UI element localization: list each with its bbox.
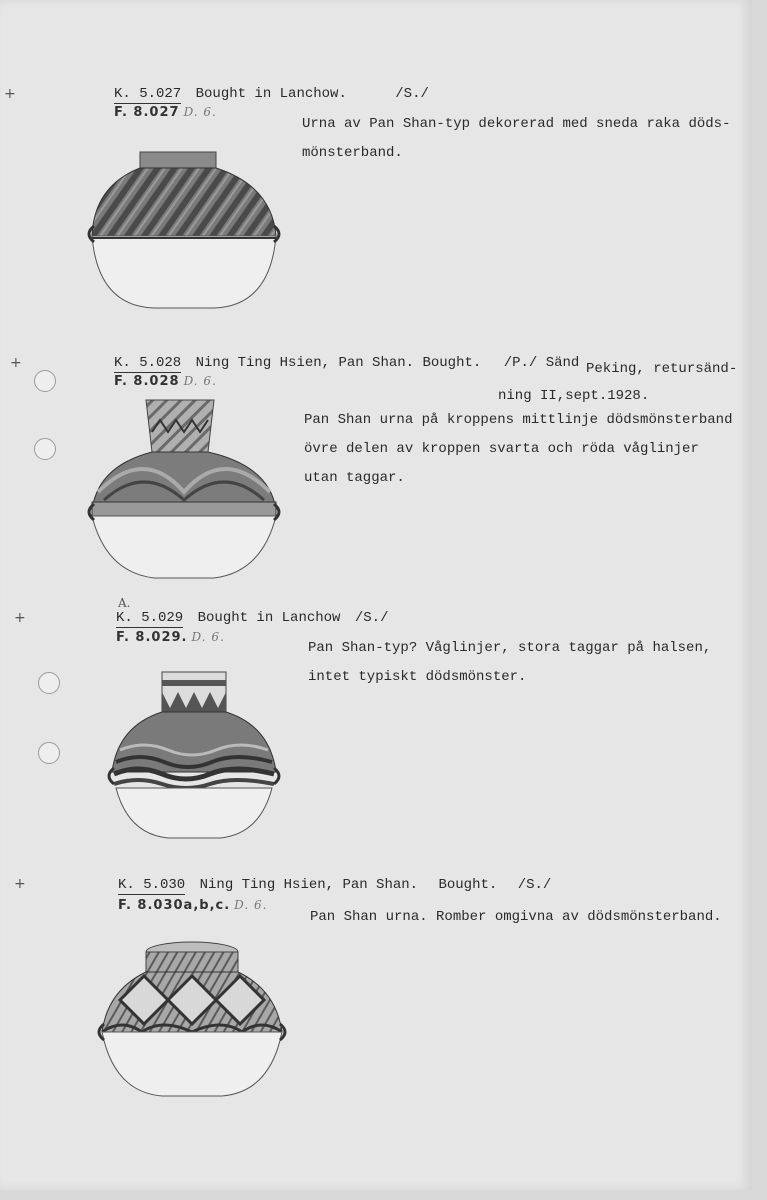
description-line: Urna av Pan Shan-typ dekorerad med sneda raka döds- xyxy=(302,116,731,132)
pen-note: D. 6. xyxy=(183,374,217,388)
punch-hole xyxy=(38,672,60,694)
description xyxy=(310,903,722,932)
collector-code: /S./ xyxy=(395,86,429,102)
pen-note: D. 6. xyxy=(191,630,225,644)
catalog-number-line xyxy=(118,877,551,893)
shipping-note-continued: ning II,sept.1928. xyxy=(498,388,650,404)
description-line: övre delen av kroppen svarta och röda våglinjer xyxy=(304,441,699,457)
description xyxy=(302,110,730,168)
pen-note: D. 6. xyxy=(234,898,268,912)
margin-cross: + xyxy=(4,86,16,102)
catalog-number: K. 5.030 xyxy=(118,877,186,893)
field-number xyxy=(114,374,217,389)
description xyxy=(304,406,732,493)
field-number xyxy=(116,630,225,645)
provenance: Ning Ting Hsien, Pan Shan. xyxy=(199,877,419,893)
margin-cross: + xyxy=(14,876,26,892)
field-number xyxy=(118,898,267,913)
catalog-number: K. 5.028 xyxy=(114,355,182,371)
field-number-text: F. 8.030a,b,c. xyxy=(118,898,231,913)
collector-code: /P./ Sänd xyxy=(503,355,580,371)
field-number-text: F. 8.029. xyxy=(116,630,188,645)
description xyxy=(308,634,711,692)
urn-drawing xyxy=(84,396,284,586)
punch-hole xyxy=(38,742,60,764)
description-line: Pan Shan-typ? Våglinjer, stora taggar på halsen, xyxy=(308,640,712,656)
collector-code: /S./ xyxy=(517,877,552,893)
margin-cross: + xyxy=(10,355,22,371)
provenance: Bought in Lanchow. xyxy=(195,86,347,102)
margin-cross: + xyxy=(14,610,26,626)
urn-drawing xyxy=(92,938,292,1103)
provenance: Ning Ting Hsien, Pan Shan. Bought. xyxy=(195,355,482,371)
field-number-text: F. 8.028 xyxy=(114,374,180,389)
urn-drawing xyxy=(84,146,284,316)
catalog-number-line xyxy=(114,355,579,371)
description-line: mönsterband. xyxy=(302,145,403,161)
description-line: intet typiskt dödsmönster. xyxy=(308,669,527,685)
bought-note: Bought. xyxy=(438,877,498,893)
description-line: Pan Shan urna på kroppens mittlinje dödsmönsterband xyxy=(304,412,733,428)
punch-hole xyxy=(34,438,56,460)
catalog-number: K. 5.029 xyxy=(116,610,184,626)
punch-hole xyxy=(34,370,56,392)
pen-note: D. 6. xyxy=(183,105,217,119)
catalog-number: K. 5.027 xyxy=(114,86,182,102)
urn-drawing xyxy=(104,668,284,843)
description-line: utan taggar. xyxy=(304,470,405,486)
catalog-number-line xyxy=(114,86,429,102)
shipping-note: Peking, retursänd- xyxy=(586,361,738,377)
catalog-number-line xyxy=(116,610,388,626)
field-number-text: F. 8.027 xyxy=(114,105,180,120)
letter-annotation: A. xyxy=(118,596,131,610)
provenance: Bought in Lanchow xyxy=(197,610,341,626)
field-number xyxy=(114,105,217,120)
collector-code: /S./ xyxy=(354,610,389,626)
description-line: Pan Shan urna. Romber omgivna av dödsmönsterband. xyxy=(310,909,722,925)
